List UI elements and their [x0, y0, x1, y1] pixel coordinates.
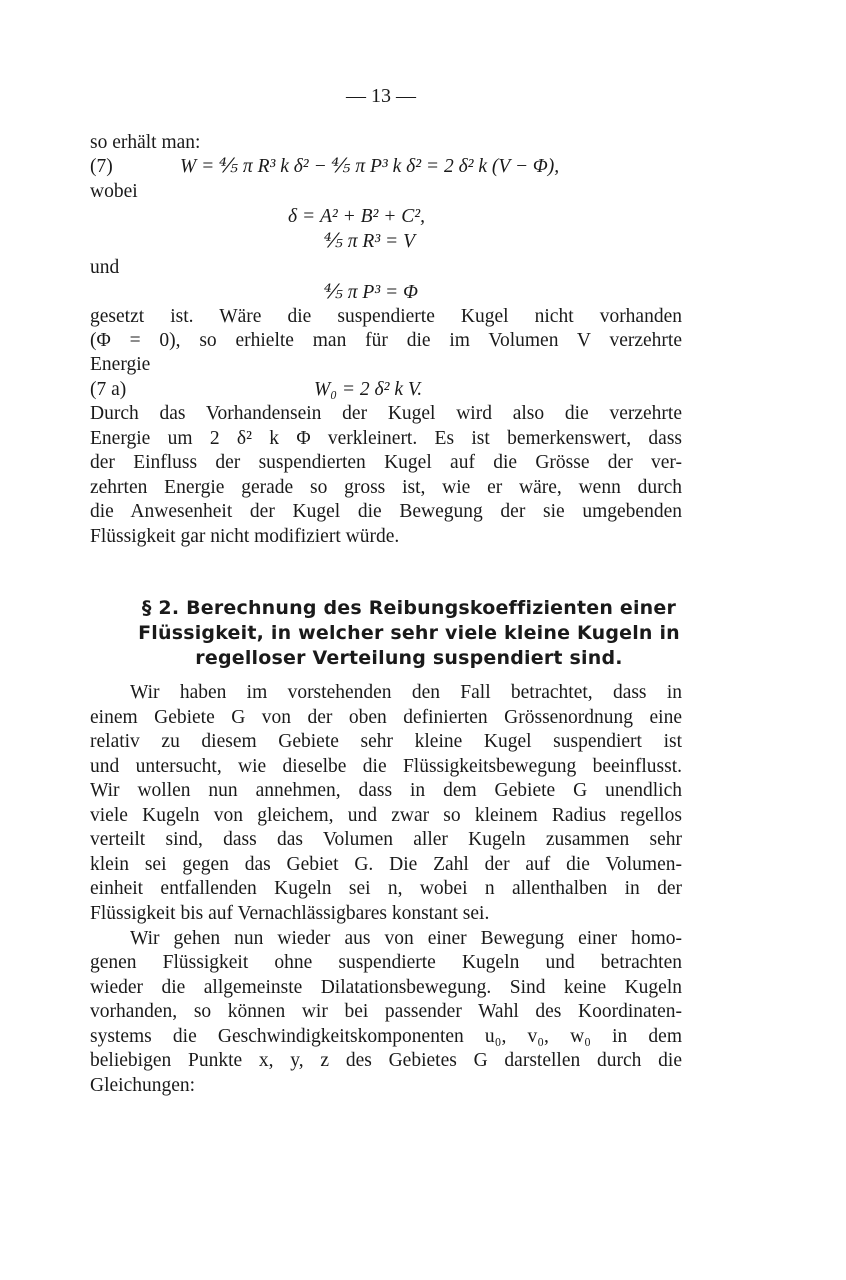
- paragraph-line: klein sei gegen das Gebiet G. Die Zahl der auf die Volumen-: [90, 854, 682, 875]
- paragraph-line: (Φ = 0), so erhielte man für die im Volumen V verzehrte: [90, 330, 682, 351]
- equation-7: W = ⅘ π R³ k δ² − ⅘ π P³ k δ² = 2 δ² k (V − Φ),: [180, 156, 560, 177]
- und-text: und: [90, 257, 120, 278]
- intro-text: so erhält man:: [90, 132, 201, 153]
- paragraph-line: vorhanden, so können wir bei passender Wahl des Koordinaten-: [90, 1001, 682, 1022]
- equation-7a-label: (7 a): [90, 379, 127, 400]
- paragraph-line: verteilt sind, dass das Volumen aller Kugeln zusammen sehr: [90, 829, 682, 850]
- paragraph-line: Energie: [90, 354, 151, 375]
- paragraph-line: Wir haben im vorstehenden den Fall betrachtet, dass in: [130, 682, 682, 703]
- paragraph-line: viele Kugeln von gleichem, und zwar so kleinem Radius regellos: [90, 805, 682, 826]
- paragraph-line: Energie um 2 δ² k Φ verkleinert. Es ist bemerkenswert, dass: [90, 428, 682, 449]
- definition-phi: ⅘ π P³ = Φ: [324, 282, 418, 303]
- paragraph-line: zehrten Energie gerade so gross ist, wie er wäre, wenn durch: [90, 477, 682, 498]
- equation-7-label: (7): [90, 156, 113, 177]
- paragraph-line: Wir gehen nun wieder aus von einer Bewegung einer homo-: [130, 928, 682, 949]
- wobei-text: wobei: [90, 181, 138, 202]
- equation-7a: W₀ = 2 δ² k V.: [314, 379, 423, 400]
- paragraph-line: Flüssigkeit gar nicht modifiziert würde.: [90, 526, 400, 547]
- definition-volume: ⅘ π R³ = V: [324, 231, 415, 252]
- paragraph-line: die Anwesenheit der Kugel die Bewegung der sie umgebenden: [90, 501, 682, 522]
- paragraph-line: gesetzt ist. Wäre die suspendierte Kugel nicht vorhanden: [90, 306, 682, 327]
- page-number: — 13 —: [346, 85, 416, 107]
- paragraph-line: genen Flüssigkeit ohne suspendierte Kugeln und betrachten: [90, 952, 682, 973]
- definition-delta: δ = A² + B² + C²,: [288, 206, 426, 227]
- paragraph-line: Durch das Vorhandensein der Kugel wird also die verzehrte: [90, 403, 682, 424]
- paragraph-line: relativ zu diesem Gebiete sehr kleine Kugel suspendiert ist: [90, 731, 682, 752]
- section-heading-line-1: § 2. Berechnung des Reibungskoeffizienten einer: [141, 597, 677, 619]
- paragraph-line: einheit entfallenden Kugeln sei n, wobei n allenthalben in der: [90, 878, 682, 899]
- paragraph-line: der Einfluss der suspendierten Kugel auf die Grösse der ver-: [90, 452, 682, 473]
- paragraph-line: und untersucht, wie dieselbe die Flüssigkeitsbewegung beeinflusst.: [90, 756, 682, 777]
- paragraph-line: Wir wollen nun annehmen, dass in dem Gebiete G unendlich: [90, 780, 682, 801]
- paragraph-line: Gleichungen:: [90, 1075, 196, 1096]
- paragraph-line: wieder die allgemeinste Dilatationsbewegung. Sind keine Kugeln: [90, 977, 682, 998]
- paragraph-line: beliebigen Punkte x, y, z des Gebietes G darstellen durch die: [90, 1050, 682, 1071]
- section-heading-line-3: regelloser Verteilung suspendiert sind.: [195, 647, 623, 669]
- paragraph-line: einem Gebiete G von der oben definierten Grössenordnung eine: [90, 707, 682, 728]
- section-heading-line-2: Flüssigkeit, in welcher sehr viele kleine Kugeln in: [138, 622, 680, 644]
- paragraph-line: systems die Geschwindigkeitskomponenten u₀, v₀, w₀ in dem: [90, 1026, 682, 1047]
- paragraph-line: Flüssigkeit bis auf Vernachlässigbares konstant sei.: [90, 903, 490, 924]
